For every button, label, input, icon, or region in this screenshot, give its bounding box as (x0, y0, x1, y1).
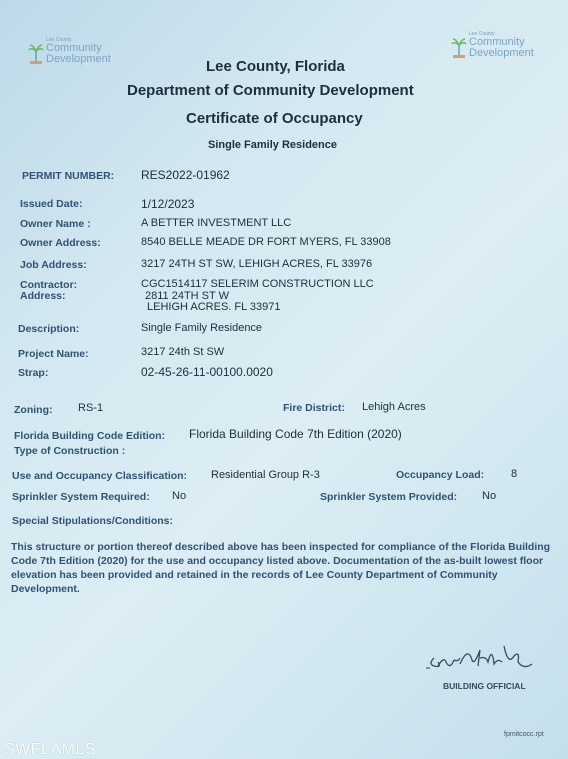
logo-top-text: Lee County (469, 31, 495, 37)
project-name-value: 3217 24th St SW (141, 346, 225, 358)
palm-tree-icon (28, 43, 44, 65)
zoning-label: Zoning: (14, 404, 53, 416)
use-classification-label: Use and Occupancy Classification: (12, 470, 188, 482)
job-address-value: 3217 24TH ST SW, LEHIGH ACRES, FL 33976 (141, 258, 373, 270)
issued-date-label: Issued Date: (20, 198, 83, 210)
building-official-title: BUILDING OFFICIAL (443, 681, 526, 691)
project-name-label: Project Name: (18, 348, 89, 360)
permit-number-label: PERMIT NUMBER: (22, 170, 115, 182)
logo-top-text: Lee County (46, 37, 72, 43)
logo-line2: Development (46, 53, 111, 65)
description-value: Single Family Residence (141, 322, 263, 334)
sprinkler-required-label: Sprinkler System Required: (12, 491, 150, 503)
owner-address-label: Owner Address: (20, 237, 101, 249)
fire-district-label: Fire District: (283, 402, 345, 414)
community-development-logo-right (451, 32, 534, 59)
occupancy-load-value: 8 (511, 468, 518, 480)
owner-name-value: A BETTER INVESTMENT LLC (141, 217, 292, 229)
report-id: fpmitcocc.rpt (504, 731, 544, 738)
strap-value: 02-45-26-11-00100.0020 (141, 365, 273, 379)
signature-image (424, 636, 544, 682)
contractor-line1: CGC1514117 SELERIM CONSTRUCTION LLC (141, 278, 374, 290)
issued-date-value: 1/12/2023 (141, 197, 195, 211)
strap-label: Strap: (18, 367, 49, 379)
sprinkler-required-value: No (172, 490, 187, 502)
sprinkler-provided-value: No (482, 490, 497, 502)
community-development-logo-left (28, 38, 111, 65)
fire-district-value: Lehigh Acres (362, 401, 426, 413)
owner-address-value: 8540 BELLE MEADE DR FORT MYERS, FL 33908 (141, 236, 391, 248)
contractor-line2: 2811 24TH ST W (145, 290, 229, 302)
contractor-line3: LEHIGH ACRES. FL 33971 (147, 301, 281, 313)
owner-name-label: Owner Name : (20, 218, 91, 230)
sprinkler-provided-label: Sprinkler System Provided: (320, 491, 458, 503)
occupancy-load-label: Occupancy Load: (396, 469, 485, 481)
permit-number-value: RES2022-01962 (141, 168, 230, 182)
watermark: SWFLAMLS (4, 741, 97, 758)
fbc-edition-value: Florida Building Code 7th Edition (2020) (189, 427, 402, 441)
construction-type-label: Type of Construction : (14, 445, 126, 457)
compliance-statement: This structure or portion thereof described above has been inspected for compliance of the Florida Building Code 7th Edition (2020) for the use and occupancy listed above. Documentation of the as-built lowest floor elevation has been provided and retained in the records of Lee County Department of Community Development. (11, 541, 551, 595)
county-title: Lee County, Florida (206, 58, 345, 75)
use-classification-value: Residential Group R-3 (211, 469, 320, 481)
logo-line1: Community (469, 36, 525, 48)
logo-line2: Development (469, 47, 534, 59)
palm-tree-icon (451, 37, 467, 59)
certificate-title: Certificate of Occupancy (186, 110, 363, 127)
residence-type-heading: Single Family Residence (208, 139, 337, 151)
contractor-address-label: Address: (20, 290, 66, 302)
fbc-edition-label: Florida Building Code Edition: (14, 430, 166, 442)
department-title: Department of Community Development (127, 82, 414, 99)
job-address-label: Job Address: (20, 259, 87, 271)
logo-line1: Community (46, 42, 102, 54)
description-label: Description: (18, 323, 80, 335)
contractor-label: Contractor: (20, 279, 78, 291)
stipulations-label: Special Stipulations/Conditions: (12, 515, 174, 527)
zoning-value: RS-1 (78, 402, 104, 414)
